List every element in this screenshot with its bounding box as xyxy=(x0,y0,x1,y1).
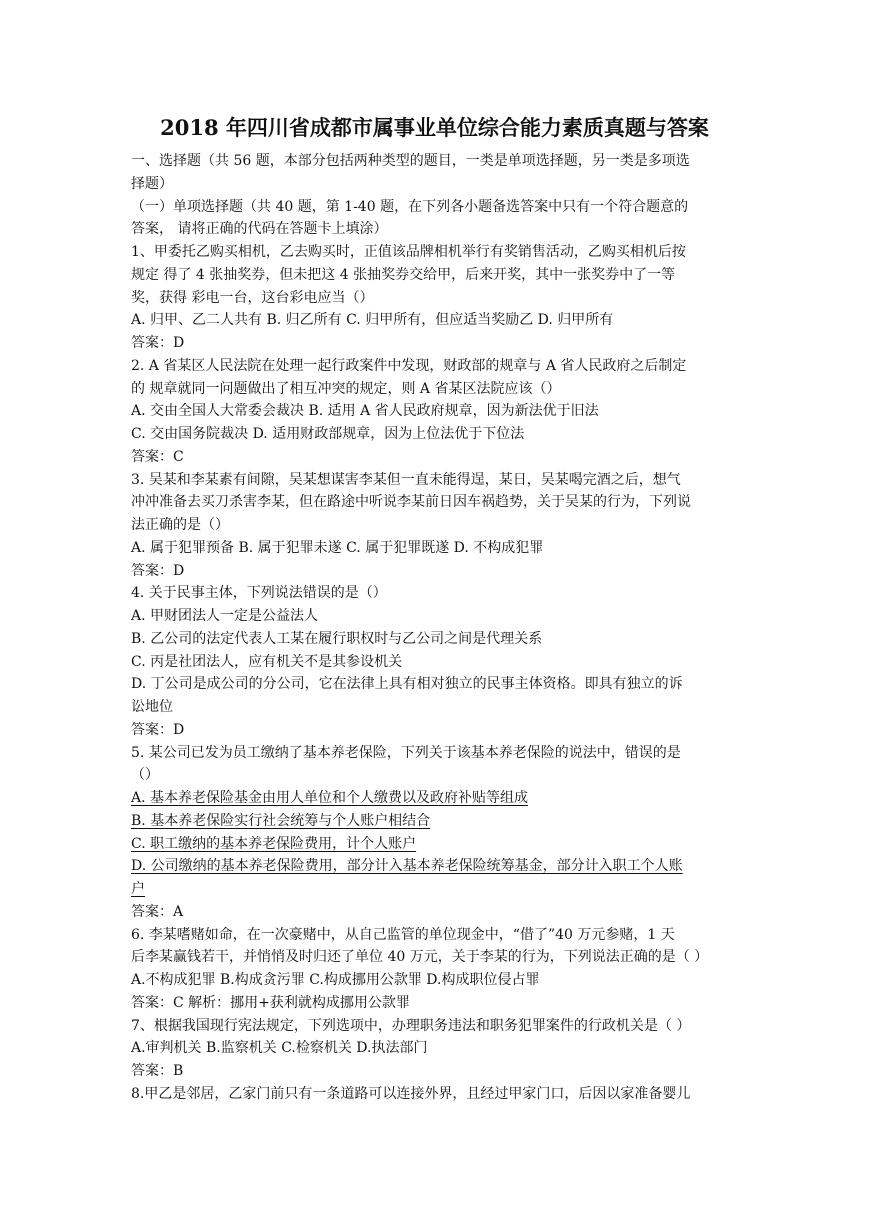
question-text: （） xyxy=(131,767,159,784)
text-line: 一、选择题（共 56 题，本部分包括两种类型的题目，一类是单项选择题，另一类是多项选 xyxy=(131,153,690,169)
option-line: D. 公司缴纳的基本养老保险费用，部分计入基本养老保险统筹基金，部分计入职工个人账 xyxy=(131,858,683,875)
options-line: A. 属于犯罪预备 B. 属于犯罪未遂 C. 属于犯罪既遂 D. 不构成犯罪 xyxy=(131,539,544,556)
option-line: A. 基本养老保险基金由用人单位和个人缴费以及政府补贴等组成 xyxy=(131,790,529,806)
options-line: A. 归甲、乙二人共有 B. 归乙所有 C. 归甲所有，但应适当奖励乙 D. 归甲所有 xyxy=(131,312,614,329)
answer-line: 答案：A xyxy=(131,903,184,920)
question-text: 法正确的是（） xyxy=(131,517,229,533)
answer-line: 答案：D xyxy=(131,721,185,738)
answer-line: 答案：C xyxy=(131,448,184,465)
question-text: 8.甲乙是邻居，乙家门前只有一条道路可以连接外界，且经过甲家门口，后因以家准备婴儿 xyxy=(131,1085,691,1102)
text-line: 择题） xyxy=(131,175,173,192)
option-line: 讼地位 xyxy=(131,699,173,715)
question-text: 1、甲委托乙购买相机，乙去购买时，正值该品牌相机举行有奖销售活动，乙购买相机后按 xyxy=(131,244,686,260)
question-text: 的 规章就同一问题做出了相互冲突的规定，则 A 省某区法院应该（） xyxy=(131,380,561,397)
options-line: A. 交由全国人大常委会裁决 B. 适用 A 省人民政府规章，因为新法优于旧法 xyxy=(131,403,599,420)
text-line: （一）单项选择题（共 40 题，第 1-40 题，在下列各小题备选答案中只有一个符合题意的 xyxy=(131,198,689,215)
question-text: 7、根据我国现行宪法规定，下列选项中，办理职务违法和职务犯罪案件的行政机关是（ ） xyxy=(131,1017,691,1034)
question-text: 规定 得了 4 张抽奖券，但未把这 4 张抽奖券交给甲，后来开奖，其中一张奖券中了一等 xyxy=(131,266,676,283)
question-text: 4. 关于民事主体，下列说法错误的是（） xyxy=(131,585,387,602)
answer-line: 答案：D xyxy=(131,562,185,579)
question-text: 奖，获得 彩电一台，这台彩电应当（） xyxy=(131,289,374,306)
options-line: A.审判机关 B.监察机关 C.检察机关 D.执法部门 xyxy=(131,1040,428,1057)
options-line: A.不构成犯罪 B.构成贪污罪 C.构成挪用公款罪 D.构成职位侵占罪 xyxy=(131,972,540,988)
option-line: C. 丙是社团法人，应有机关不是其参设机关 xyxy=(131,653,403,670)
option-line: D. 丁公司是成公司的分公司，它在法律上具有相对独立的民事主体资格。即具有独立的诉 xyxy=(131,676,683,693)
question-text: 冲冲准备去买刀杀害李某，但在路途中听说李某前日因车祸趋势，关于吴某的行为，下列说 xyxy=(131,494,691,511)
question-text: 6. 李某嗜赌如命，在一次豪赌中，从自己监管的单位现金中，“借了”40 万元参赌，1 天 xyxy=(131,926,675,943)
option-line: C. 职工缴纳的基本养老保险费用，计个人账户 xyxy=(131,835,417,852)
option-line: B. 乙公司的法定代表人工某在履行职权时与乙公司之间是代理关系 xyxy=(131,630,543,647)
option-line: A. 甲财团法人一定是公益法人 xyxy=(131,608,319,624)
question-text: 5. 某公司已发为员工缴纳了基本养老保险，下列关于该基本养老保险的说法中，错误的是 xyxy=(131,744,681,761)
question-text: 后李某赢钱若干，并悄悄及时归还了单位 40 万元，关于李某的行为，下列说法正确的是（ ） xyxy=(131,949,709,966)
document-body xyxy=(131,150,741,1106)
question-text: 2. A 省某区人民法院在处理一起行政案件中发现，财政部的规章与 A 省人民政府之后制定 xyxy=(131,357,687,374)
text-line: 答案， 请将正确的代码在答题卡上填涂） xyxy=(131,221,388,238)
option-line: B. 基本养老保险实行社会统筹与个人账户相结合 xyxy=(131,812,431,829)
answer-line: 答案：B xyxy=(131,1063,184,1079)
option-line: 户 xyxy=(131,881,145,897)
answer-line: 答案：C 解析：挪用+获利就构成挪用公款罪 xyxy=(131,994,410,1011)
question-text: 3. 吴某和李某素有间隙，吴某想谋害李某但一直未能得逞，某日，吴某喝完酒之后，想气 xyxy=(131,471,681,488)
answer-line: 答案：D xyxy=(131,335,185,351)
options-line: C. 交由国务院裁决 D. 适用财政部规章，因为上位法优于下位法 xyxy=(131,426,525,442)
document-title: 2018 年四川省成都市属事业单位综合能力素质真题与答案 xyxy=(160,115,709,140)
